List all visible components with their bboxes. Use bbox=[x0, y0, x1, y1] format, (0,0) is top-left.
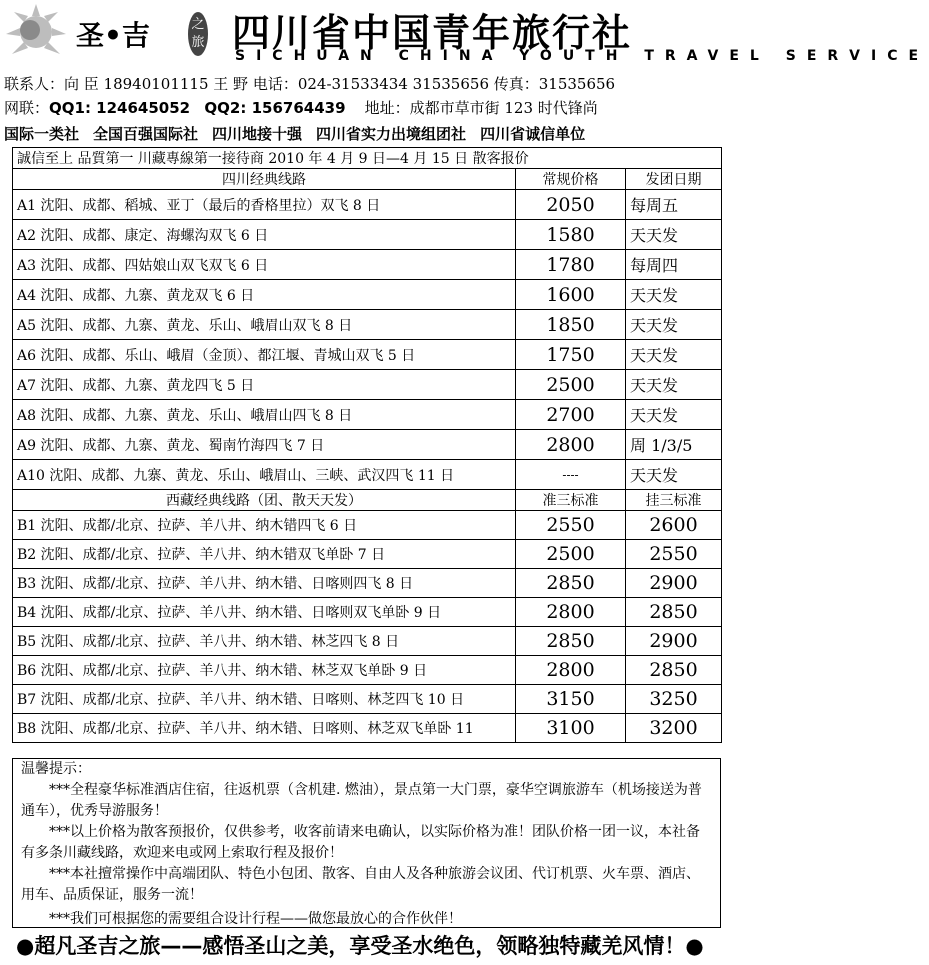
route-name: B8 沈阳、成都/北京、拉萨、羊八井、纳木错、日喀则、林芝双飞单卧 11 bbox=[13, 714, 516, 743]
banner-row bbox=[13, 148, 722, 169]
route-price-standard: 3100 bbox=[516, 714, 626, 743]
net-contact-line bbox=[4, 97, 598, 118]
table-row bbox=[13, 220, 722, 250]
route-price-upgrade: 3200 bbox=[626, 714, 722, 743]
route-date: 天天发 bbox=[626, 340, 722, 370]
sichuan-header-row bbox=[13, 169, 722, 190]
route-price-standard: 2800 bbox=[516, 598, 626, 627]
table-row bbox=[13, 340, 722, 370]
table-row bbox=[13, 569, 722, 598]
route-price-standard: 2800 bbox=[516, 656, 626, 685]
table-row bbox=[13, 430, 722, 460]
tibet-header-row bbox=[13, 490, 722, 511]
table-row bbox=[13, 370, 722, 400]
table-row bbox=[13, 280, 722, 310]
route-price: ---- bbox=[516, 460, 626, 490]
route-date: 天天发 bbox=[626, 220, 722, 250]
route-date: 天天发 bbox=[626, 280, 722, 310]
banner-cell: 誠信至上 品質第一 川藏專線第一接待商 2010 年 4 月 9 日—4 月 15 日 散客报价 bbox=[13, 148, 722, 169]
route-name: B7 沈阳、成都/北京、拉萨、羊八井、纳木错、日喀则、林芝四飞 10 日 bbox=[13, 685, 516, 714]
route-name: A8 沈阳、成都、九寨、黄龙、乐山、峨眉山四飞 8 日 bbox=[13, 400, 516, 430]
logo-text: 圣•吉 bbox=[76, 19, 150, 52]
qq1-number: QQ1: 124645052 bbox=[49, 99, 191, 117]
route-name: A6 沈阳、成都、乐山、峨眉（金顶）、都江堰、青城山双飞 5 日 bbox=[13, 340, 516, 370]
tip-item: ***本社擅常操作中高端团队、特色小包团、散客、自由人及各种旅游会议团、代订机票、火车票、酒店、用车、品质保证，服务一流！ bbox=[21, 866, 700, 903]
route-name: A7 沈阳、成都、九寨、黄龙四飞 5 日 bbox=[13, 370, 516, 400]
honor-item: 四川地接十强 bbox=[212, 125, 303, 143]
table-row bbox=[13, 714, 722, 743]
route-name: B6 沈阳、成都/北京、拉萨、羊八井、纳木错、林芝双飞单卧 9 日 bbox=[13, 656, 516, 685]
route-price-standard: 2550 bbox=[516, 511, 626, 540]
header-cell: 发团日期 bbox=[626, 169, 722, 190]
header-cell: 西藏经典线路（团、散天天发） bbox=[13, 490, 516, 511]
route-price-upgrade: 2900 bbox=[626, 627, 722, 656]
route-date: 天天发 bbox=[626, 400, 722, 430]
route-price-standard: 3150 bbox=[516, 685, 626, 714]
table-row bbox=[13, 511, 722, 540]
route-name: A1 沈阳、成都、稻城、亚丁（最后的香格里拉）双飞 8 日 bbox=[13, 190, 516, 220]
route-price-upgrade: 2550 bbox=[626, 540, 722, 569]
route-date: 周 1/3/5 bbox=[626, 430, 722, 460]
qq2-number: QQ2: 156764439 bbox=[204, 99, 346, 117]
route-name: B3 沈阳、成都/北京、拉萨、羊八井、纳木错、日喀则四飞 8 日 bbox=[13, 569, 516, 598]
slogan: ●超凡圣吉之旅——感悟圣山之美，享受圣水绝色，领略独特藏羌风情！● bbox=[16, 934, 704, 958]
route-name: B2 沈阳、成都/北京、拉萨、羊八井、纳木错双飞单卧 7 日 bbox=[13, 540, 516, 569]
header-cell: 常规价格 bbox=[516, 169, 626, 190]
honor-item: 国际一类社 bbox=[4, 125, 80, 143]
tip-item: ***以上价格为散客预报价，仅供参考，收客前请来电确认，以实际价格为准！团队价格一团一议，本社备有多条川藏线路，欢迎来电或网上索取行程及报价！ bbox=[21, 824, 700, 861]
route-price-upgrade: 3250 bbox=[626, 685, 722, 714]
table-row bbox=[13, 400, 722, 430]
table-row bbox=[13, 540, 722, 569]
route-price: 1780 bbox=[516, 250, 626, 280]
route-date: 天天发 bbox=[626, 460, 722, 490]
route-date: 天天发 bbox=[626, 310, 722, 340]
route-date: 每周五 bbox=[626, 190, 722, 220]
table-row bbox=[13, 190, 722, 220]
table-row bbox=[13, 460, 722, 490]
header-cell: 四川经典线路 bbox=[13, 169, 516, 190]
honor-item: 四川省诚信单位 bbox=[480, 125, 586, 143]
route-price-upgrade: 2600 bbox=[626, 511, 722, 540]
contact-line: 联系人：向 臣 18940101115 王 野 电话：024-31533434 31535656 传真：31535656 bbox=[4, 75, 616, 93]
tip-item: ***我们可根据您的需要组合设计行程——做您最放心的合作伙伴！ bbox=[49, 911, 462, 927]
route-price: 1600 bbox=[516, 280, 626, 310]
table-row bbox=[13, 627, 722, 656]
route-price-upgrade: 2850 bbox=[626, 656, 722, 685]
route-name: A9 沈阳、成都、九寨、黄龙、蜀南竹海四飞 7 日 bbox=[13, 430, 516, 460]
route-date: 天天发 bbox=[626, 370, 722, 400]
route-name: A4 沈阳、成都、九寨、黄龙双飞 6 日 bbox=[13, 280, 516, 310]
honors-line bbox=[4, 123, 599, 144]
table-row bbox=[13, 685, 722, 714]
company-subtitle: SICHUAN CHINA YOUTH TRAVEL SERVICE bbox=[235, 48, 929, 64]
route-price-upgrade: 2850 bbox=[626, 598, 722, 627]
route-price: 1850 bbox=[516, 310, 626, 340]
route-date: 每周四 bbox=[626, 250, 722, 280]
company-title: 四川省中国青年旅行社 bbox=[232, 11, 633, 55]
tip-item: ***全程豪华标准酒店住宿，往返机票（含机建. 燃油），景点第一大门票，豪华空调旅游车（机场接送为普通车），优秀导游服务！ bbox=[21, 782, 702, 819]
table-row bbox=[13, 310, 722, 340]
route-price: 1580 bbox=[516, 220, 626, 250]
honor-item: 全国百强国际社 bbox=[93, 125, 199, 143]
route-price: 2500 bbox=[516, 370, 626, 400]
route-price: 2050 bbox=[516, 190, 626, 220]
route-price-standard: 2500 bbox=[516, 540, 626, 569]
route-price: 2800 bbox=[516, 430, 626, 460]
table-row bbox=[13, 656, 722, 685]
tips-box bbox=[12, 758, 721, 928]
net-label: 网联： bbox=[4, 99, 50, 117]
honor-item: 四川省实力出境组团社 bbox=[316, 125, 467, 143]
route-name: A5 沈阳、成都、九寨、黄龙、乐山、峨眉山双飞 8 日 bbox=[13, 310, 516, 340]
address: 地址：成都市草市街 123 时代锋尚 bbox=[364, 99, 598, 117]
header-cell: 准三标准 bbox=[516, 490, 626, 511]
route-price-standard: 2850 bbox=[516, 627, 626, 656]
header-cell: 挂三标准 bbox=[626, 490, 722, 511]
route-price-upgrade: 2900 bbox=[626, 569, 722, 598]
page-header bbox=[0, 0, 929, 70]
table-row bbox=[13, 250, 722, 280]
route-name: B4 沈阳、成都/北京、拉萨、羊八井、纳木错、日喀则双飞单卧 9 日 bbox=[13, 598, 516, 627]
route-price: 1750 bbox=[516, 340, 626, 370]
logo bbox=[6, 4, 216, 60]
route-name: A3 沈阳、成都、四姑娘山双飞双飞 6 日 bbox=[13, 250, 516, 280]
table-row bbox=[13, 598, 722, 627]
route-name: B1 沈阳、成都/北京、拉萨、羊八井、纳木错四飞 6 日 bbox=[13, 511, 516, 540]
logo-sub-text: 之旅 bbox=[188, 12, 208, 56]
price-table bbox=[12, 147, 722, 743]
route-name: B5 沈阳、成都/北京、拉萨、羊八井、纳木错、林芝四飞 8 日 bbox=[13, 627, 516, 656]
route-name: A10 沈阳、成都、九寨、黄龙、乐山、峨眉山、三峡、武汉四飞 11 日 bbox=[13, 460, 516, 490]
route-name: A2 沈阳、成都、康定、海螺沟双飞 6 日 bbox=[13, 220, 516, 250]
route-price: 2700 bbox=[516, 400, 626, 430]
route-price-standard: 2850 bbox=[516, 569, 626, 598]
tips-title: 温馨提示： bbox=[21, 761, 91, 777]
